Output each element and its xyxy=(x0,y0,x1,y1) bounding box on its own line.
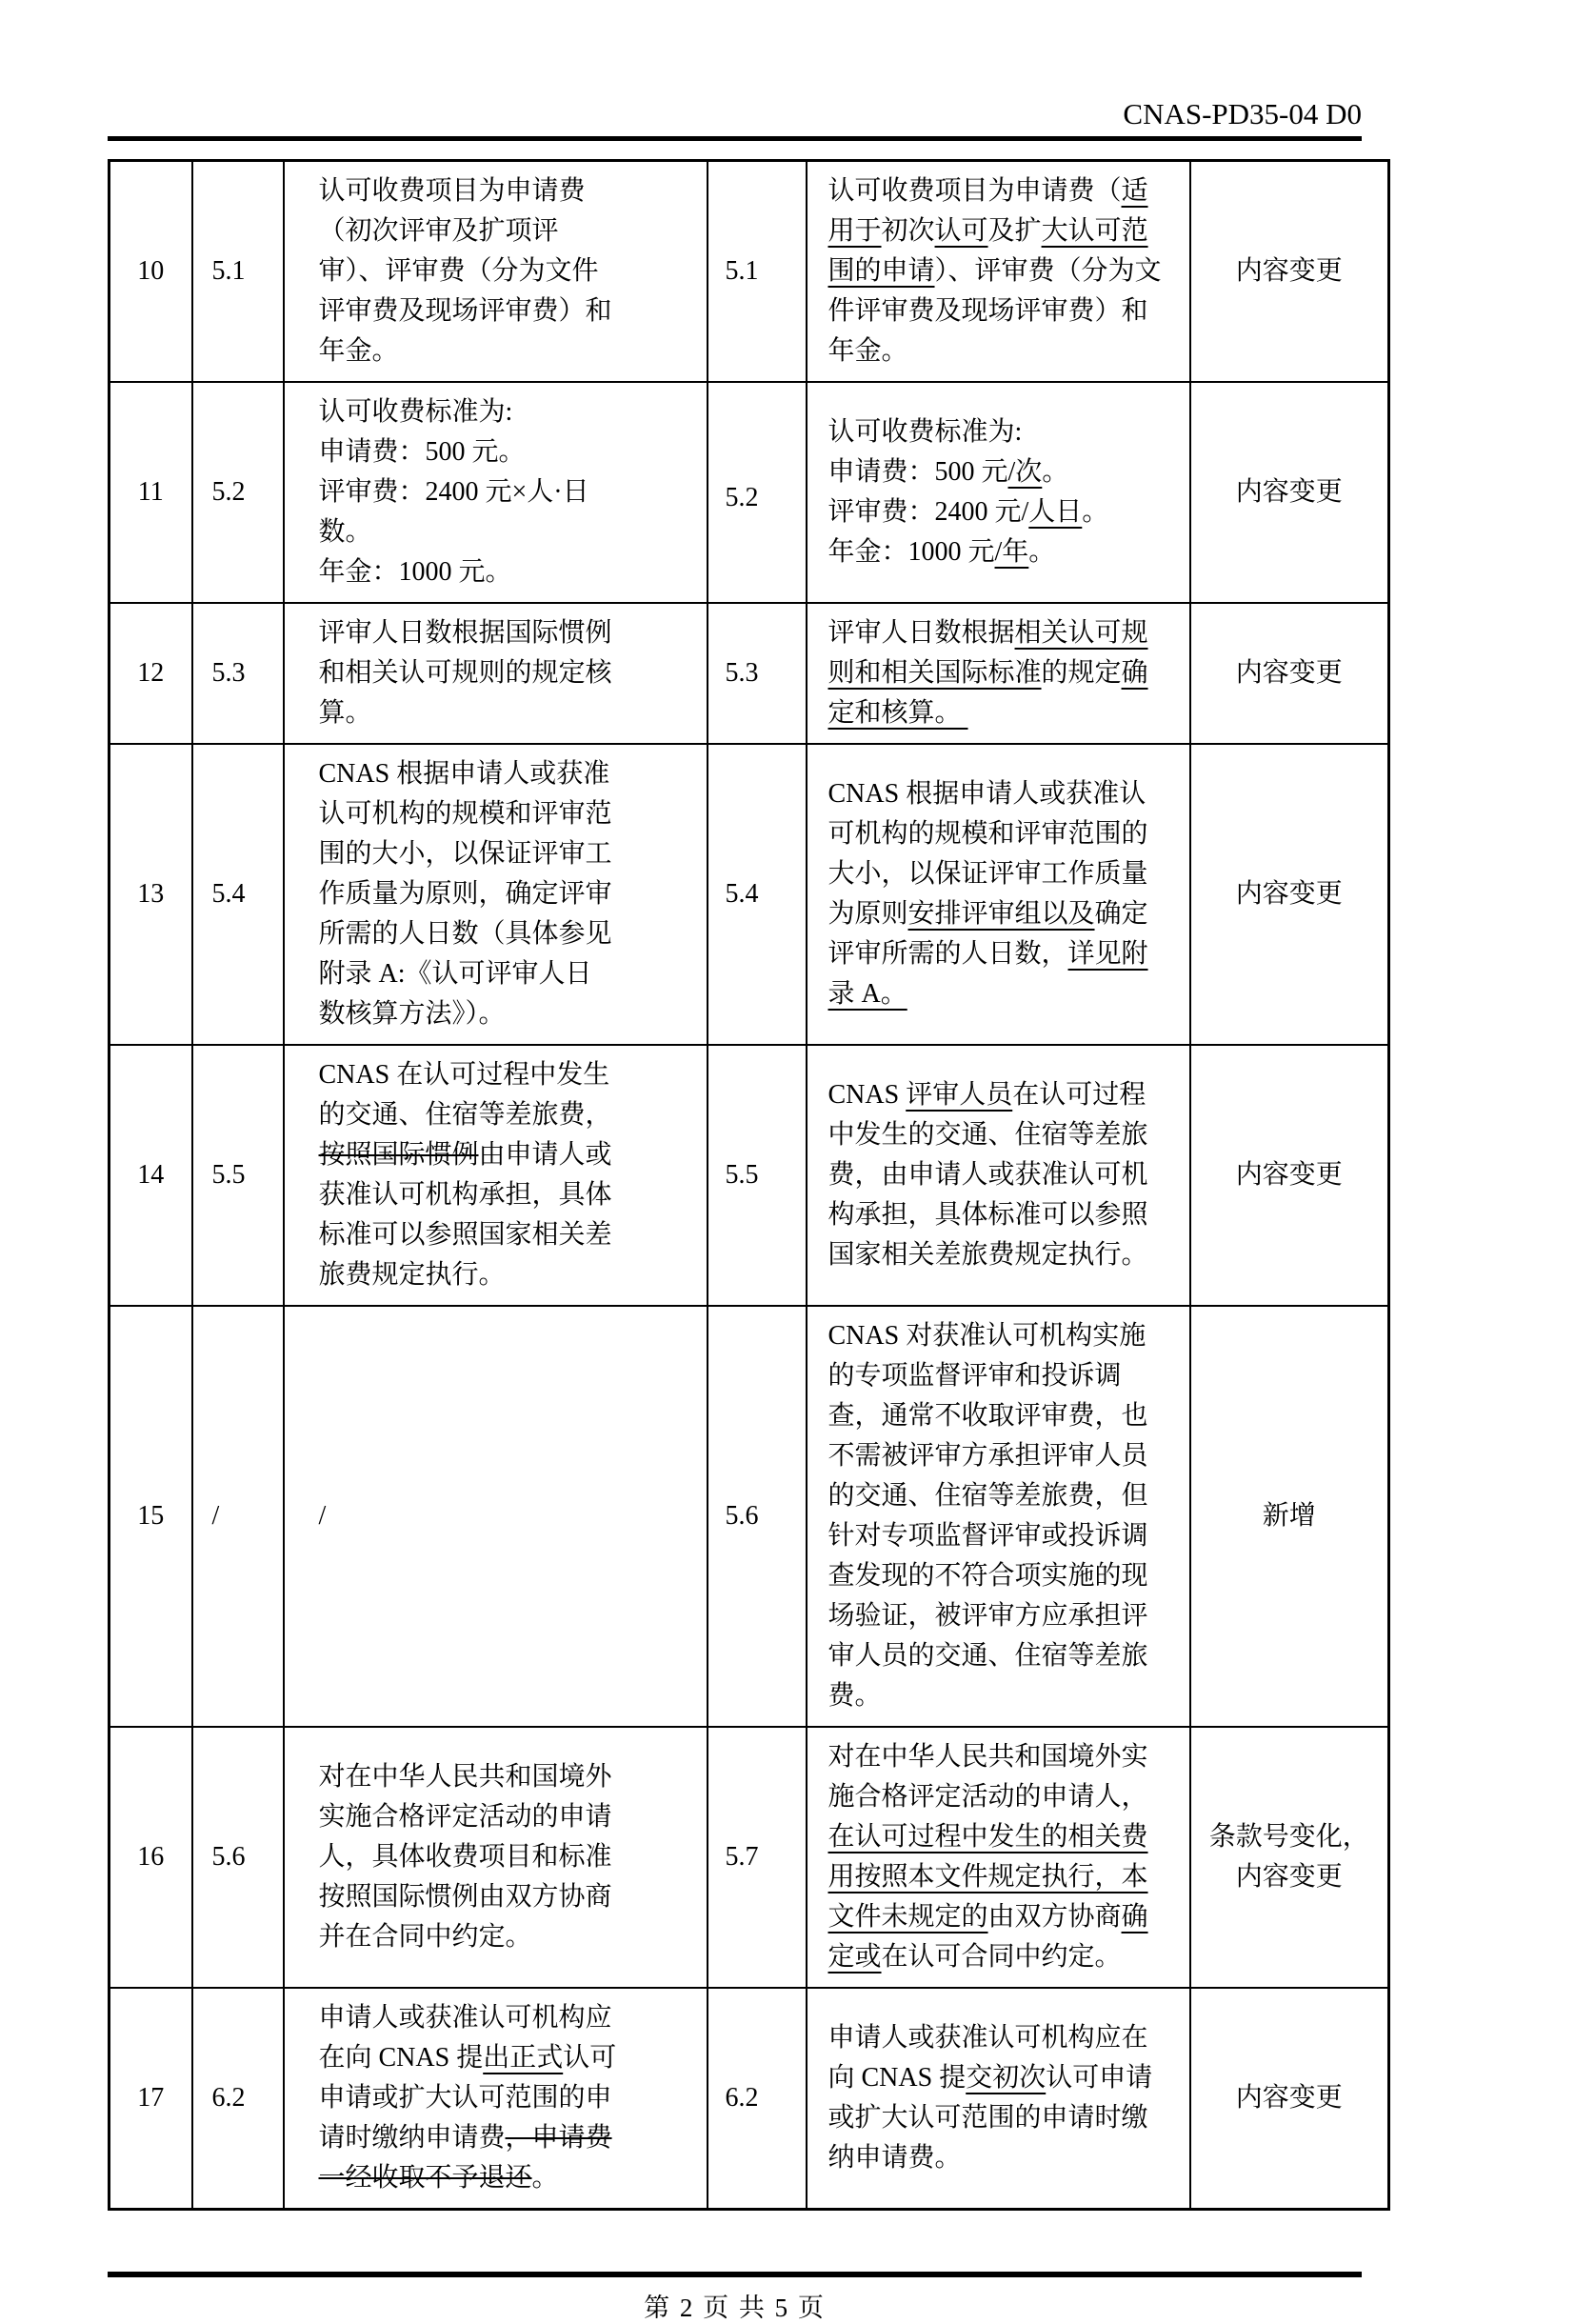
table-row xyxy=(110,603,1389,744)
change-type-cell: 内容变更 xyxy=(1190,1988,1389,2210)
new-clause-number-cell: 6.2 xyxy=(708,1988,807,2210)
row-number-cell: 11 xyxy=(110,382,192,603)
row-number-cell: 14 xyxy=(110,1045,192,1306)
old-clause-text-cell: / xyxy=(284,1306,708,1727)
old-clause-text-cell: 认可收费项目为申请费（初次评审及扩项评审）、评审费（分为文件评审费及现场评审费）和年金。 xyxy=(284,161,708,383)
row-number-cell: 10 xyxy=(110,161,192,383)
new-clause-text-cell: CNAS 根据申请人或获准认可机构的规模和评审范围的大小，以保证评审工作质量为原则安排评审组以及确定评审所需的人日数，详见附录 A。 xyxy=(807,744,1190,1045)
old-clause-text-cell: 评审人日数根据国际惯例和相关认可规则的规定核算。 xyxy=(284,603,708,744)
row-number-cell: 16 xyxy=(110,1727,192,1988)
new-clause-number-cell: 5.1 xyxy=(708,161,807,383)
new-clause-number-cell: 5.7 xyxy=(708,1727,807,1988)
page-number-footer: 第 2 页 共 5 页 xyxy=(108,2272,1362,2324)
old-clause-text-cell: 认可收费标准为: 申请费：500 元。 评审费：2400 元×人·日数。 年金：1000 元。 xyxy=(284,382,708,603)
table-row xyxy=(110,382,1389,603)
document-code-header: CNAS-PD35-04 D0 xyxy=(108,0,1362,141)
new-clause-text-cell: 评审人日数根据相关认可规则和相关国际标准的规定确定和核算。 xyxy=(807,603,1190,744)
row-number-cell: 12 xyxy=(110,603,192,744)
old-clause-number-cell: / xyxy=(192,1306,284,1727)
change-type-cell: 内容变更 xyxy=(1190,603,1389,744)
change-type-cell: 条款号变化， 内容变更 xyxy=(1190,1727,1389,1988)
table-row xyxy=(110,161,1389,383)
old-clause-number-cell: 5.3 xyxy=(192,603,284,744)
new-clause-number-cell: 5.4 xyxy=(708,744,807,1045)
row-number-cell: 13 xyxy=(110,744,192,1045)
revision-comparison-table xyxy=(108,159,1390,2211)
new-clause-number-cell: 5.6 xyxy=(708,1306,807,1727)
change-type-cell: 内容变更 xyxy=(1190,382,1389,603)
row-number-cell: 17 xyxy=(110,1988,192,2210)
new-clause-number-cell: 5.3 xyxy=(708,603,807,744)
change-type-cell: 新增 xyxy=(1190,1306,1389,1727)
old-clause-text-cell: CNAS 根据申请人或获准认可机构的规模和评审范围的大小，以保证评审工作质量为原则，确定评审所需的人日数（具体参见附录 A:《认可评审人日数核算方法》）。 xyxy=(284,744,708,1045)
old-clause-text-cell: 对在中华人民共和国境外实施合格评定活动的申请人，具体收费项目和标准按照国际惯例由双方协商并在合同中约定。 xyxy=(284,1727,708,1988)
new-clause-number-cell: 5.5 xyxy=(708,1045,807,1306)
old-clause-number-cell: 5.4 xyxy=(192,744,284,1045)
new-clause-text-cell: CNAS 对获准认可机构实施的专项监督评审和投诉调查，通常不收取评审费，也不需被评审方承担评审人员的交通、住宿等差旅费，但针对专项监督评审或投诉调查发现的不符合项实施的现场验证，被评审方应承担评审人员的交通、住宿等差旅费。 xyxy=(807,1306,1190,1727)
change-table-body xyxy=(110,161,1389,2210)
old-clause-text-cell: CNAS 在认可过程中发生的交通、住宿等差旅费，按照国际惯例由申请人或获准认可机构承担，具体标准可以参照国家相关差旅费规定执行。 xyxy=(284,1045,708,1306)
table-row xyxy=(110,1045,1389,1306)
change-type-cell: 内容变更 xyxy=(1190,1045,1389,1306)
old-clause-number-cell: 5.1 xyxy=(192,161,284,383)
old-clause-text-cell: 申请人或获准认可机构应在向 CNAS 提出正式认可申请或扩大认可范围的申请时缴纳申请费，申请费一经收取不予退还。 xyxy=(284,1988,708,2210)
new-clause-text-cell: 认可收费项目为申请费（适用于初次认可及扩大认可范围的申请）、评审费（分为文件评审费及现场评审费）和年金。 xyxy=(807,161,1190,383)
table-row xyxy=(110,744,1389,1045)
table-row xyxy=(110,1988,1389,2210)
table-row xyxy=(110,1306,1389,1727)
new-clause-number-cell: 5.2 xyxy=(708,382,807,603)
old-clause-number-cell: 5.6 xyxy=(192,1727,284,1988)
old-clause-number-cell: 5.2 xyxy=(192,382,284,603)
new-clause-text-cell: 申请人或获准认可机构应在向 CNAS 提交初次认可申请或扩大认可范围的申请时缴纳申请费。 xyxy=(807,1988,1190,2210)
change-type-cell: 内容变更 xyxy=(1190,744,1389,1045)
new-clause-text-cell: CNAS 评审人员在认可过程中发生的交通、住宿等差旅费，由申请人或获准认可机构承担，具体标准可以参照国家相关差旅费规定执行。 xyxy=(807,1045,1190,1306)
change-type-cell: 内容变更 xyxy=(1190,161,1389,383)
new-clause-text-cell: 认可收费标准为: 申请费：500 元/次。 评审费：2400 元/人日。 年金：1000 元/年。 xyxy=(807,382,1190,603)
old-clause-number-cell: 5.5 xyxy=(192,1045,284,1306)
row-number-cell: 15 xyxy=(110,1306,192,1727)
new-clause-text-cell: 对在中华人民共和国境外实施合格评定活动的申请人，在认可过程中发生的相关费用按照本文件规定执行，本文件未规定的由双方协商确定或在认可合同中约定。 xyxy=(807,1727,1190,1988)
old-clause-number-cell: 6.2 xyxy=(192,1988,284,2210)
table-row xyxy=(110,1727,1389,1988)
